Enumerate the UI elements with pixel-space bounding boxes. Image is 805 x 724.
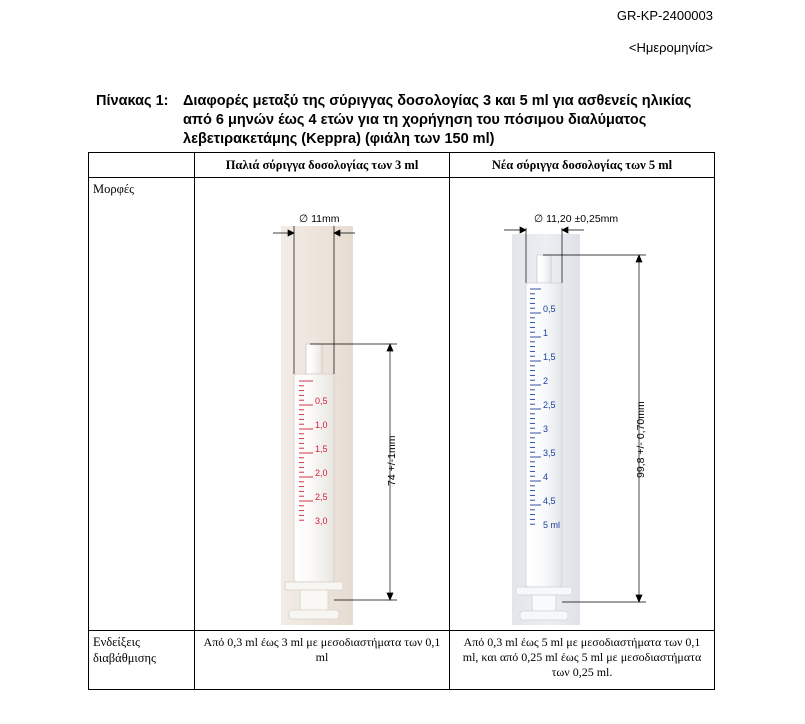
old-syringe-plunger [300, 590, 328, 610]
new-scale-label: 4 [543, 472, 549, 482]
new-diameter-label: ∅ 11,20 ±0,25mm [534, 213, 619, 225]
new-syringe-flange [516, 587, 572, 595]
new-syringe-plunger-base [520, 611, 568, 620]
table-corner-cell [89, 153, 195, 178]
date-placeholder: <Ημερομηνία> [628, 40, 713, 55]
comparison-table [88, 152, 715, 690]
column-header-old-syringe: Παλιά σύριγγα δοσολογίας των 3 ml [195, 153, 450, 178]
old-diameter-label: ∅ 11mm [299, 213, 340, 225]
document-id: GR-KP-2400003 [616, 8, 713, 23]
old-graduation-text: Από 0,3 ml έως 3 ml με μεσοδιαστήματα των 0,1 ml [195, 631, 450, 690]
caption-label: Πίνακας 1: [96, 93, 169, 109]
new-scale-label: 5 ml [543, 520, 561, 530]
row-label-shapes: Μορφές [89, 178, 195, 631]
new-scale-label: 0,5 [543, 304, 556, 314]
old-length-label: 74 +/-1mm [386, 435, 398, 486]
old-syringe-drawing [195, 178, 449, 625]
old-syringe-plunger-base [289, 610, 339, 619]
new-scale-label: 2 [543, 376, 549, 386]
row-label-graduations: Ενδείξεις διαβάθμισης [89, 631, 195, 690]
new-scale-label: 4,5 [543, 496, 556, 506]
new-syringe-cell [450, 178, 715, 631]
new-scale-label: 3 [543, 424, 549, 434]
old-syringe-tip [306, 344, 322, 374]
caption-text: Διαφορές μεταξύ της σύριγγας δοσολογίας 3 και 5 ml για ασθενείς ηλικίας από 6 μηνών έως 4 ετών για τη χορήγηση του πόσιμου διαλύματος λεβετιρακετάμης (Keppra) (φιάλη των 150 ml) [183, 93, 692, 147]
new-scale-label: 2,5 [543, 400, 556, 410]
old-scale-label: 1,0 [315, 420, 328, 430]
old-scale-label: 0,5 [315, 396, 328, 406]
new-graduation-text: Από 0,3 ml έως 5 ml με μεσοδιαστήματα των 0,1 ml, και από 0,25 ml έως 5 ml με μεσοδιαστήματα των 0,25 ml. [450, 631, 715, 690]
old-syringe-cell [195, 178, 450, 631]
old-scale-label: 2,0 [315, 468, 328, 478]
old-syringe-flange [285, 582, 343, 590]
new-syringe-drawing [450, 178, 714, 625]
old-scale-label: 1,5 [315, 444, 328, 454]
new-syringe-plunger [532, 595, 556, 611]
new-scale-label: 1 [543, 328, 549, 338]
new-length-label: 99,8 +/- 0,70mm [635, 401, 647, 478]
new-syringe-tip [537, 255, 551, 283]
new-scale-label: 1,5 [543, 352, 556, 362]
column-header-new-syringe: Νέα σύριγγα δοσολογίας των 5 ml [450, 153, 715, 178]
old-scale-label: 2,5 [315, 492, 328, 502]
new-scale-label: 3,5 [543, 448, 556, 458]
old-scale-label: 3,0 [315, 516, 328, 526]
